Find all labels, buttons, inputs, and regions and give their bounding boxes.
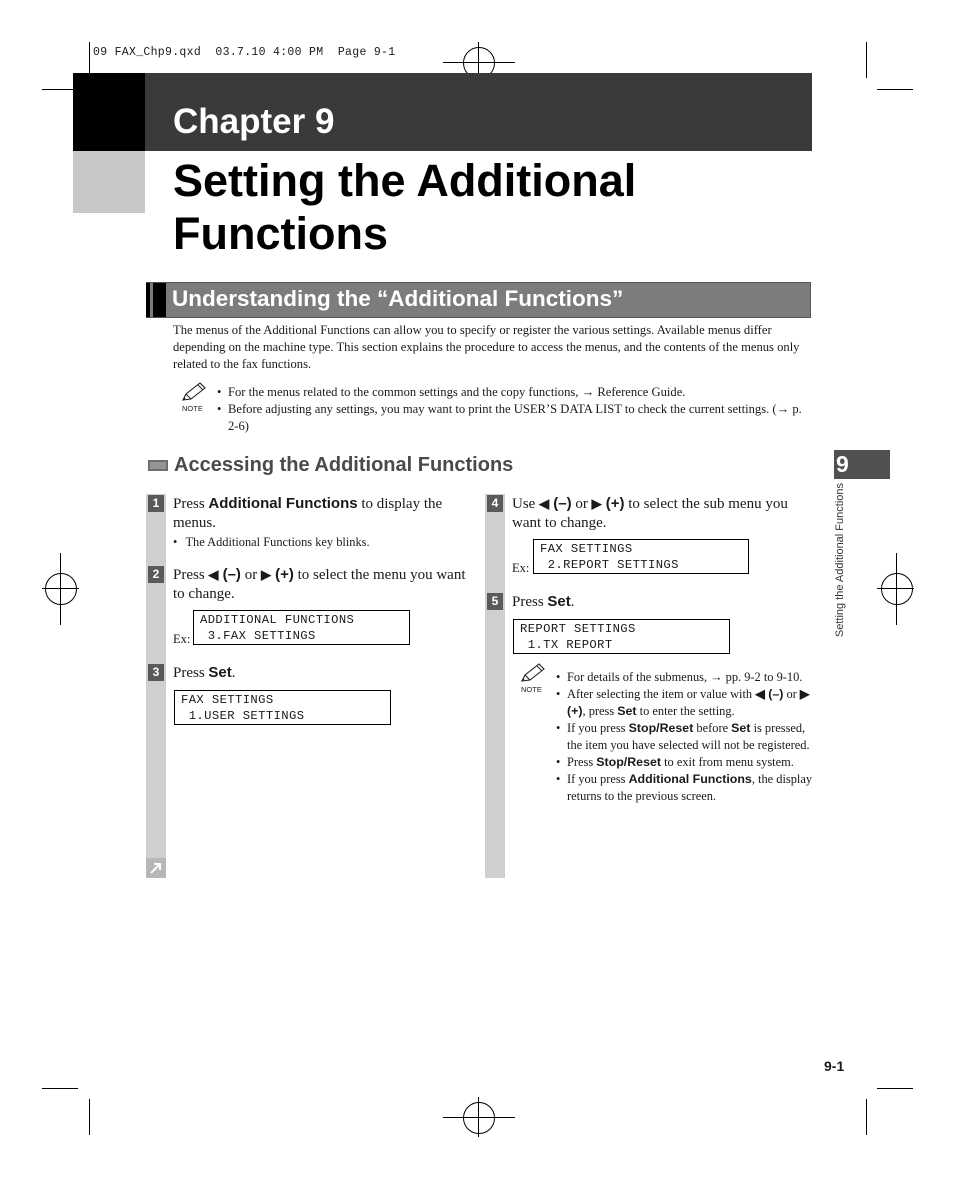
key-set: Set — [547, 593, 571, 610]
crop-mark — [877, 89, 913, 90]
chapter-header-gray-block — [73, 151, 145, 213]
bullet-icon: • — [556, 687, 561, 701]
lcd-display: FAX SETTINGS 1.USER SETTINGS — [174, 690, 391, 725]
intro-paragraph: The menus of the Additional Functions can allow you to specify or register the various settings. Available menus differ depending on the machine type. This section explains the procedure to access the menus, and the contents of the menus only related to the fax functions. — [173, 323, 800, 372]
page-number: 9-1 — [824, 1058, 845, 1074]
continue-arrow-icon — [146, 858, 166, 878]
section-heading-marker-gap — [150, 283, 153, 317]
key-additional-functions: Additional Functions — [208, 495, 358, 512]
section-heading-marker — [146, 283, 166, 317]
left-triangle-icon: ◀ — [208, 567, 219, 582]
chapter-tab-label: Setting the Additional Functions — [834, 483, 846, 638]
pencil-icon — [180, 381, 208, 403]
left-triangle-icon: ◀ — [755, 687, 765, 701]
note-list — [217, 384, 807, 435]
note-list — [556, 669, 813, 805]
step-number: 4 — [487, 495, 503, 512]
list-item: • For details of the submenus, → pp. 9-2 to 9-10. — [556, 670, 803, 684]
list-item: • Before adjusting any settings, you may want to print the USER’S DATA LIST to check the current settings. (→ p. 2-6) — [217, 402, 802, 433]
subsection-marker-inner — [150, 462, 166, 469]
step-number: 3 — [148, 664, 164, 681]
pencil-icon — [519, 662, 547, 684]
bullet-icon: • — [556, 670, 561, 684]
bullet-icon: • — [217, 402, 222, 416]
lcd-display: FAX SETTINGS 2.REPORT SETTINGS — [533, 539, 749, 574]
note-label: NOTE — [182, 404, 203, 413]
note-block — [517, 662, 547, 696]
example-label: Ex: — [512, 561, 530, 575]
step-5-text: Press Set. — [512, 593, 575, 610]
note-block — [178, 381, 208, 415]
continue-marker — [146, 858, 166, 878]
chapter-label: Chapter 9 — [173, 102, 335, 141]
list-item: • Press Stop/Reset to exit from menu system. — [556, 755, 794, 769]
step-number: 1 — [148, 495, 164, 512]
page-title: Setting the Additional — [173, 155, 637, 206]
left-triangle-icon: ◀ — [539, 496, 550, 511]
list-item: • The Additional Functions key blinks. — [173, 535, 370, 549]
bullet-icon: • — [556, 772, 561, 786]
crop-mark — [866, 1099, 867, 1135]
file-slug: 09 FAX_Chp9.qxd 03.7.10 4:00 PM Page 9-1 — [93, 46, 396, 59]
step-number: 5 — [487, 593, 503, 610]
list-item: • For the menus related to the common settings and the copy functions, → Reference Guide. — [217, 385, 686, 399]
bullet-icon: • — [173, 535, 178, 549]
bullet-icon: • — [556, 721, 561, 735]
page-title: Functions — [173, 208, 388, 259]
step-2-text: Press ◀ (–) or ▶ (+) to select the menu you want to change. — [173, 566, 466, 602]
list-item: • If you press Stop/Reset before Set is pressed, the item you have selected will not be registered. — [556, 721, 810, 752]
step-strip-left — [146, 494, 166, 878]
crop-mark — [89, 1099, 90, 1135]
section-title: Understanding the “Additional Functions” — [172, 286, 624, 311]
crop-mark — [877, 1088, 913, 1089]
step-number: 2 — [148, 566, 164, 583]
step-strip-right — [485, 494, 505, 878]
list-item: • If you press Additional Functions, the display returns to the previous screen. — [556, 772, 813, 803]
crop-mark — [42, 1088, 78, 1089]
step-1-text: Press Additional Functions to display the menus. — [173, 495, 443, 531]
note-label: NOTE — [521, 685, 542, 694]
bullet-icon: • — [556, 755, 561, 769]
list-item: • After selecting the item or value with ◀ (–) or ▶ (+), press Set to enter the setting. — [556, 687, 810, 718]
subsection-title: Accessing the Additional Functions — [174, 454, 514, 476]
chapter-header-block — [73, 73, 145, 151]
step-3-text: Press Set. — [173, 664, 236, 681]
crop-mark — [866, 42, 867, 78]
lcd-display: REPORT SETTINGS 1.TX REPORT — [513, 619, 730, 654]
chapter-tab-number: 9 — [836, 451, 849, 477]
right-triangle-icon: ▶ — [260, 567, 271, 582]
right-triangle-icon: ▶ — [799, 687, 810, 701]
right-triangle-icon: ▶ — [591, 496, 602, 511]
lcd-display: ADDITIONAL FUNCTIONS 3.FAX SETTINGS — [193, 610, 410, 645]
key-set: Set — [208, 664, 232, 681]
bullet-icon: • — [217, 385, 222, 399]
example-label: Ex: — [173, 632, 191, 646]
step-4-text: Use ◀ (–) or ▶ (+) to select the sub menu you want to change. — [512, 495, 788, 531]
